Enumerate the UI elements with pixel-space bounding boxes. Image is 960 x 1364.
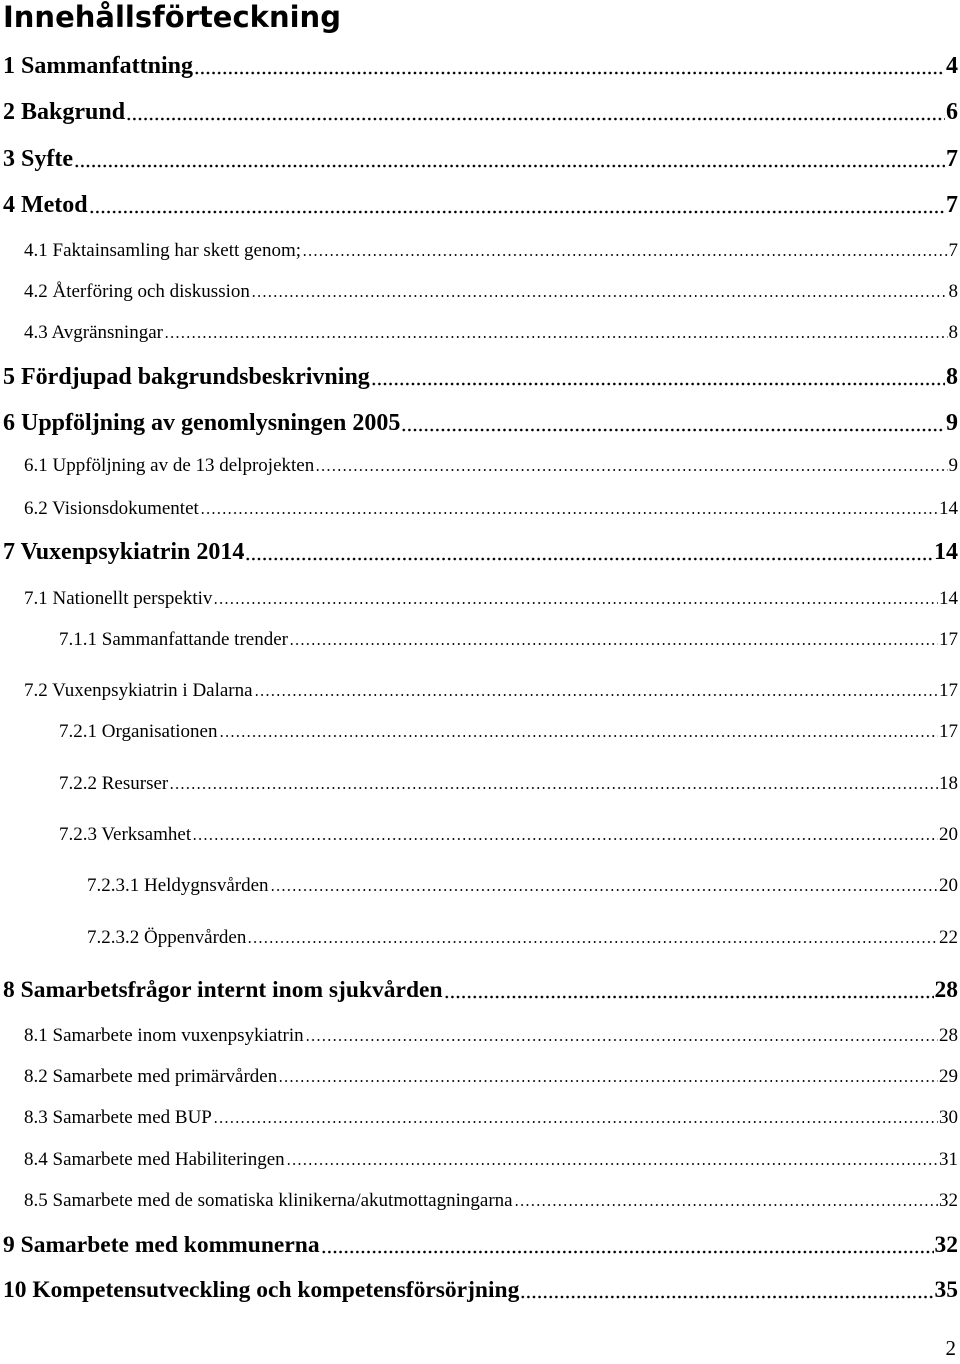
toc-entry-page: 35 — [934, 1277, 958, 1303]
toc-entry-7-2-3-2[interactable] — [87, 927, 958, 949]
dot-leader — [289, 642, 938, 646]
toc-entry-label: 8 Samarbetsfrågor internt inom sjukvården — [3, 977, 443, 1003]
dot-leader — [126, 117, 945, 121]
toc-entry-label: 8.4 Samarbete med Habiliteringen — [24, 1149, 285, 1170]
toc-entry-6[interactable] — [3, 410, 958, 437]
toc-entry-label: 4 Metod — [3, 192, 88, 218]
toc-entry-page: 17 — [939, 680, 958, 701]
toc-entry-label: 7.2.3.2 Öppenvården — [87, 927, 247, 948]
dot-leader — [444, 995, 934, 999]
toc-entry-label: 7.2.2 Resurser — [59, 773, 169, 794]
dot-leader — [305, 1038, 938, 1042]
dot-leader — [245, 557, 933, 561]
toc-entry-label: 10 Kompetensutveckling och kompetensförsörjning — [3, 1277, 520, 1303]
toc-entry-7-2[interactable] — [24, 680, 958, 702]
toc-entry-7-2-3[interactable] — [59, 824, 958, 846]
toc-entry-4[interactable] — [3, 192, 958, 219]
dot-leader — [371, 382, 945, 386]
dot-leader — [270, 888, 938, 892]
toc-entry-page: 14 — [934, 539, 958, 565]
toc-entry-8-2[interactable] — [24, 1066, 958, 1088]
dot-leader — [213, 601, 938, 605]
dot-leader — [315, 468, 947, 472]
dot-leader — [251, 294, 948, 298]
dot-leader — [514, 1203, 938, 1207]
toc-entry-4-2[interactable] — [24, 281, 958, 303]
dot-leader — [254, 693, 938, 697]
toc-entry-label: 7.2.3 Verksamhet — [59, 824, 192, 845]
toc-entry-page: 7 — [946, 192, 958, 218]
toc-entry-7-2-2[interactable] — [59, 773, 958, 795]
toc-entry-label: 4.3 Avgränsningar — [24, 322, 163, 343]
dot-leader — [194, 71, 945, 75]
toc-entry-label: 7.2.3.1 Heldygnsvården — [87, 875, 269, 896]
toc-entry-9[interactable] — [3, 1232, 958, 1259]
toc-entry-label: 7.2.1 Organisationen — [59, 721, 218, 742]
dot-leader — [89, 210, 945, 214]
toc-entry-page: 30 — [939, 1107, 958, 1128]
toc-entry-page: 4 — [946, 53, 958, 79]
toc-entry-label: 8.1 Samarbete inom vuxenpsykiatrin — [24, 1025, 304, 1046]
toc-entry-page: 29 — [939, 1066, 958, 1087]
toc-entry-6-2[interactable] — [24, 498, 958, 520]
toc-title: Innehållsförteckning — [3, 0, 341, 34]
toc-entry-page: 9 — [946, 410, 958, 436]
toc-entry-page: 18 — [939, 773, 958, 794]
toc-entry-page: 20 — [939, 824, 958, 845]
dot-leader — [213, 1120, 938, 1124]
toc-entry-page: 32 — [934, 1232, 958, 1258]
toc-entry-8-5[interactable] — [24, 1190, 958, 1212]
toc-entry-4-3[interactable] — [24, 322, 958, 344]
toc-entry-label: 6.2 Visionsdokumentet — [24, 498, 199, 519]
toc-entry-page: 14 — [939, 588, 958, 609]
toc-entry-page: 28 — [939, 1025, 958, 1046]
toc-entry-6-1[interactable] — [24, 455, 958, 477]
dot-leader — [219, 734, 939, 738]
dot-leader — [302, 253, 947, 257]
toc-entry-7[interactable] — [3, 539, 958, 566]
toc-entry-page: 17 — [939, 721, 958, 742]
dot-leader — [200, 511, 938, 515]
toc-entry-label: 4.1 Faktainsamling har skett genom; — [24, 240, 302, 261]
toc-entry-label: 5 Fördjupad bakgrundsbeskrivning — [3, 364, 370, 390]
toc-entry-page: 8 — [948, 281, 958, 302]
toc-entry-page: 32 — [939, 1190, 958, 1211]
toc-entry-page: 22 — [939, 927, 958, 948]
dot-leader — [247, 940, 938, 944]
toc-entry-5[interactable] — [3, 364, 958, 391]
toc-entry-3[interactable] — [3, 146, 958, 173]
toc-entry-page: 8 — [948, 322, 958, 343]
toc-entry-10[interactable] — [3, 1277, 958, 1304]
toc-entry-8-4[interactable] — [24, 1149, 958, 1171]
dot-leader — [401, 428, 945, 432]
toc-entry-label: 8.3 Samarbete med BUP — [24, 1107, 212, 1128]
toc-entry-8-3[interactable] — [24, 1107, 958, 1129]
toc-entry-page: 14 — [939, 498, 958, 519]
toc-entry-7-1[interactable] — [24, 588, 958, 610]
toc-entry-4-1[interactable] — [24, 240, 958, 262]
toc-entry-2[interactable] — [3, 99, 958, 126]
toc-entry-label: 4.2 Återföring och diskussion — [24, 281, 250, 302]
toc-entry-label: 8.2 Samarbete med primärvården — [24, 1066, 278, 1087]
toc-entry-page: 17 — [939, 629, 958, 650]
page-number: 2 — [945, 1336, 956, 1360]
dot-leader — [169, 786, 938, 790]
toc-entry-page: 7 — [948, 240, 958, 261]
dot-leader — [278, 1079, 938, 1083]
dot-leader — [74, 164, 945, 168]
toc-entry-label: 9 Samarbete med kommunerna — [3, 1232, 320, 1258]
toc-entry-page: 31 — [939, 1149, 958, 1170]
toc-entry-page: 20 — [939, 875, 958, 896]
toc-entry-label: 8.5 Samarbete med de somatiska klinikerna/akutmottagningarna — [24, 1190, 513, 1211]
toc-entry-page: 7 — [946, 146, 958, 172]
toc-entry-label: 1 Sammanfattning — [3, 53, 194, 79]
toc-entry-label: 7.2 Vuxenpsykiatrin i Dalarna — [24, 680, 253, 701]
toc-entry-page: 8 — [946, 364, 958, 390]
toc-entry-8[interactable] — [3, 977, 958, 1004]
toc-entry-8-1[interactable] — [24, 1025, 958, 1047]
toc-entry-label: 6.1 Uppföljning av de 13 delprojekten — [24, 455, 315, 476]
toc-entry-7-2-1[interactable] — [59, 721, 958, 743]
dot-leader — [164, 335, 948, 339]
toc-entry-label: 6 Uppföljning av genomlysningen 2005 — [3, 410, 401, 436]
toc-entry-label: 2 Bakgrund — [3, 99, 126, 125]
dot-leader — [286, 1162, 938, 1166]
toc-entry-7-2-3-1[interactable] — [87, 875, 958, 897]
toc-entry-page: 28 — [934, 977, 958, 1003]
toc-entry-label: 7.1.1 Sammanfattande trender — [59, 629, 288, 650]
toc-entry-7-1-1[interactable] — [59, 629, 958, 651]
toc-entry-page: 9 — [948, 455, 958, 476]
toc-entry-1[interactable] — [3, 53, 958, 80]
toc-entry-label: 3 Syfte — [3, 146, 73, 172]
toc-entry-label: 7.1 Nationellt perspektiv — [24, 588, 213, 609]
toc-entry-page: 6 — [946, 99, 958, 125]
toc-entry-label: 7 Vuxenpsykiatrin 2014 — [3, 539, 245, 565]
dot-leader — [192, 837, 938, 841]
dot-leader — [321, 1250, 934, 1254]
dot-leader — [520, 1295, 933, 1299]
